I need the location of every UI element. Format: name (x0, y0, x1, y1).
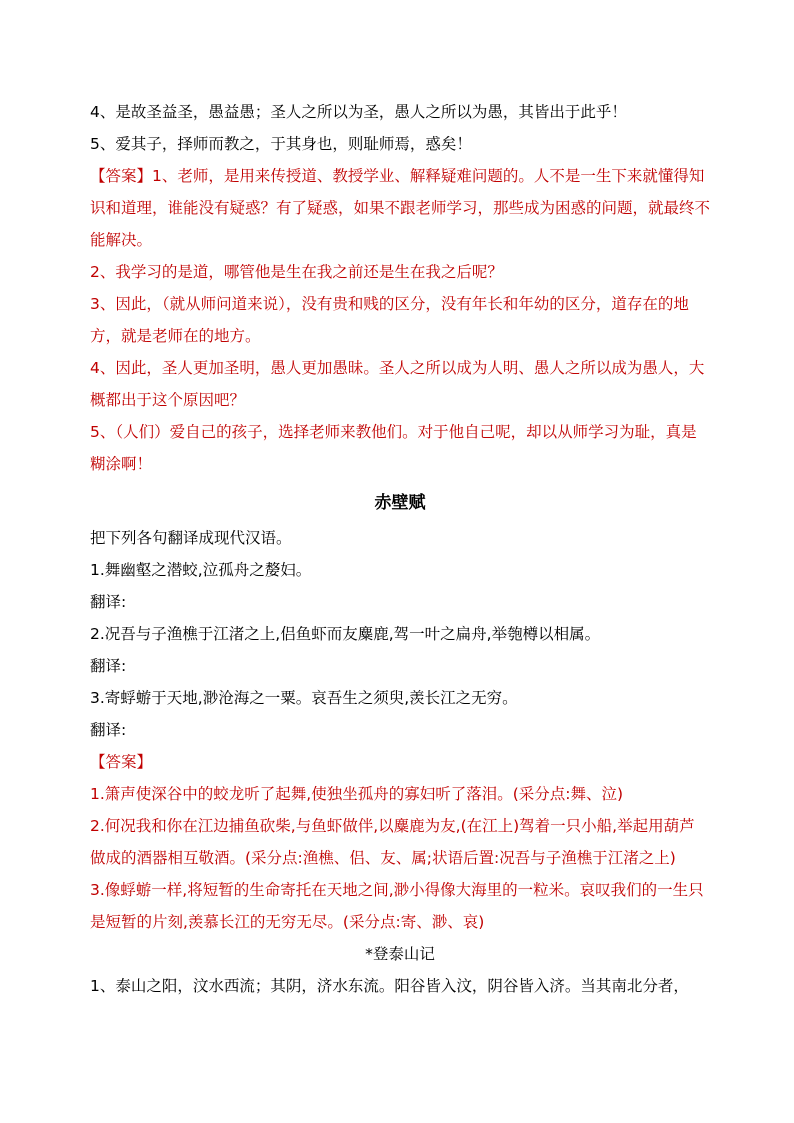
translation-answer-1: 1.箫声使深谷中的蛟龙听了起舞,使独坐孤舟的寡妇听了落泪。(采分点:舞、泣) (90, 785, 624, 803)
section-title-chibifu: 赤壁赋 (374, 493, 426, 513)
answer-1 (90, 160, 710, 256)
translation-answer-2 (90, 810, 710, 874)
answer-5: 5、（人们）爱自己的孩子，选择老师来教他们。对于他自己呢，却以从师学习为耻，真是糊涂啊！ (90, 423, 697, 473)
translate-label-3: 翻译: (90, 721, 127, 739)
translate-label-1: 翻译: (90, 593, 127, 611)
question-5: 5、爱其子，择师而教之，于其身也，则耻师焉，惑矣！ (90, 135, 472, 153)
answer-2: 2、我学习的是道，哪管他是生在我之前还是生在我之后呢？ (90, 263, 503, 281)
translation-answer-3-num: 3. (90, 881, 105, 899)
answer-label-2: 【答案】 (90, 753, 153, 771)
sentence-2: 2.况吾与子渔樵于江渚之上,侣鱼虾而友麋鹿,驾一叶之扁舟,举匏樽以相属。 (90, 625, 601, 643)
answer-4: 4、因此，圣人更加圣明，愚人更加愚昧。圣人之所以成为人明、愚人之所以成为愚人，大概都出于这个原因吧？ (90, 359, 705, 409)
translate-label-2: 翻译: (90, 657, 127, 675)
answer-3: 3、因此，（就从师问道来说），没有贵和贱的区分，没有年长和年幼的区分，道存在的地方，就是老师在的地方。 (90, 295, 689, 345)
sentence-1: 1.舞幽壑之潜蛟,泣孤舟之嫠妇。 (90, 561, 312, 579)
answer-label: 【答案】 (90, 167, 153, 185)
translation-answer-2-num: 2. (90, 817, 105, 835)
answer-1-text: 1、老师，是用来传授道、教授学业、解释疑难问题的。人不是一生下来就懂得知识和道理，谁能没有疑惑？有了疑惑，如果不跟老师学习，那些成为困惑的问题，就最终不能解决。 (90, 167, 711, 249)
document-page (90, 96, 710, 1002)
passage-1: 1、泰山之阳，汶水西流；其阴，济水东流。阳谷皆入汶，阴谷皆入济。当其南北分者， (90, 977, 689, 995)
section-title-dengtaishanji: *登泰山记 (365, 945, 435, 963)
instruction: 把下列各句翻译成现代汉语。 (90, 529, 292, 547)
question-4: 4、是故圣益圣，愚益愚；圣人之所以为圣，愚人之所以为愚，其皆出于此乎！ (90, 103, 627, 121)
translation-answer-3 (90, 874, 710, 938)
translation-answer-2-text: 何况我和你在江边捕鱼砍柴,与鱼虾做伴,以麋鹿为友,(在江上)驾着一只小船,举起用葫芦做成的酒器相互敬酒。(采分点:渔樵、侣、友、属;状语后置:况吾与子渔樵于江渚之上) (90, 817, 695, 867)
sentence-3: 3.寄蜉蝣于天地,渺沧海之一粟。哀吾生之须臾,羡长江之无穷。 (90, 689, 518, 707)
translation-answer-3-text: 像蜉蝣一样,将短暂的生命寄托在天地之间,渺小得像大海里的一粒米。哀叹我们的一生只是短暂的片刻,羡慕长江的无穷无尽。(采分点:寄、渺、哀) (90, 881, 704, 931)
